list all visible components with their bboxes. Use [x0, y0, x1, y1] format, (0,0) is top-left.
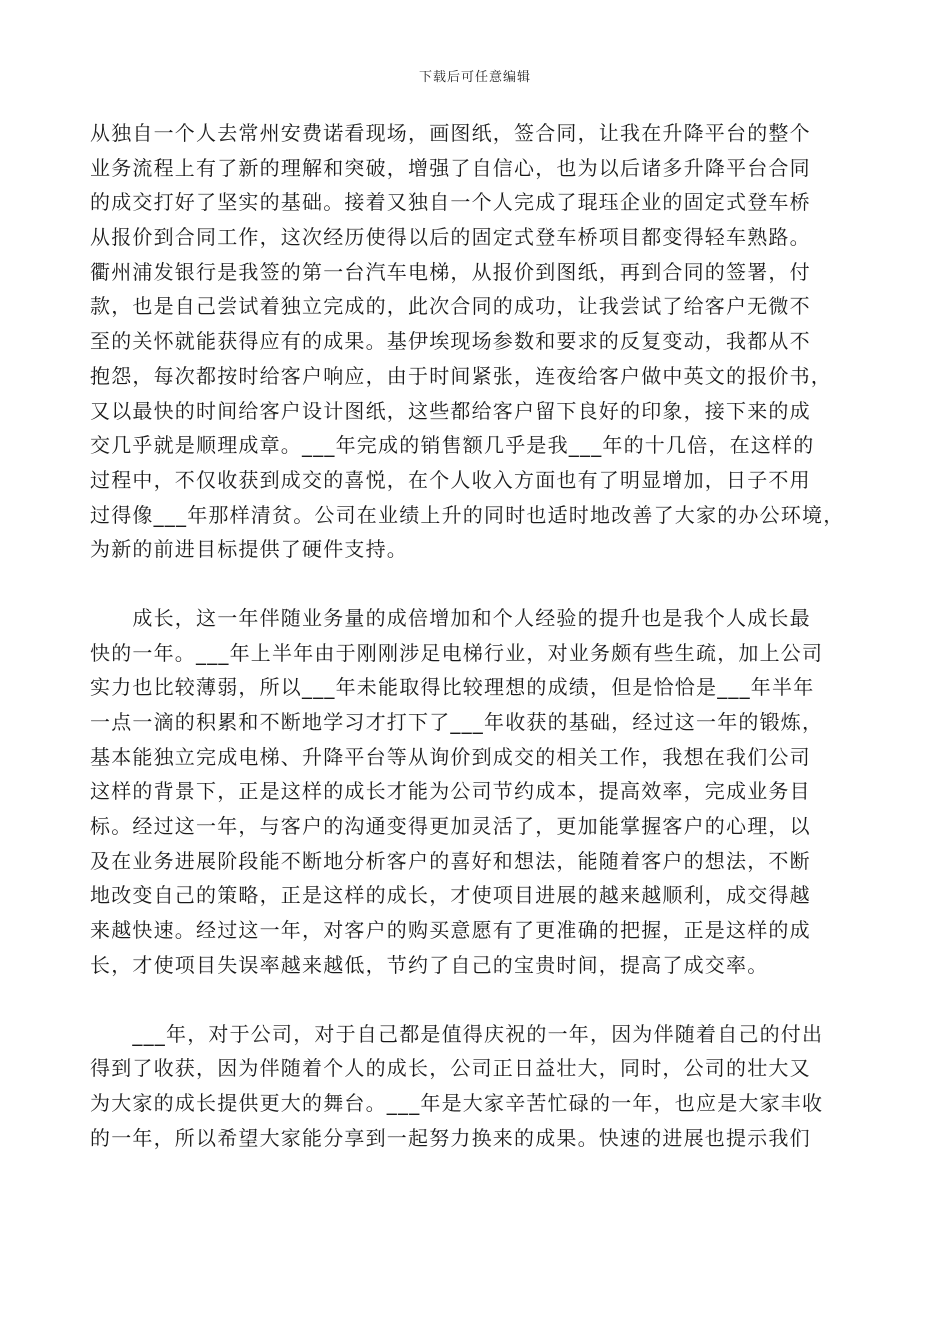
paragraph-3	[90, 1017, 865, 1156]
text-line: 交几乎就是顺理成章。___年完成的销售额几乎是我___年的十几倍，在这样的	[90, 433, 815, 458]
text-line: 的一年，所以希望大家能分享到一起努力换来的成果。快速的进展也提示我们	[90, 1125, 811, 1150]
text-line: 实力也比较薄弱，所以___年未能取得比较理想的成绩，但是恰恰是___年半年	[90, 675, 815, 700]
text-line: 得到了收获，因为伴随着个人的成长，公司正日益壮大，同时，公司的壮大又	[90, 1056, 811, 1081]
paragraph-2	[90, 601, 865, 983]
text-line: 地改变自己的策略，正是这样的成长，才使项目进展的越来越顺利，成交得越	[90, 883, 811, 908]
text-line: 过得像___年那样清贫。公司在业绩上升的同时也适时地改善了大家的办公环境，	[90, 502, 845, 527]
text-line: 一点一滴的积累和不断地学习才打下了___年收获的基础，经过这一年的锻炼，	[90, 710, 824, 734]
document-body	[90, 116, 865, 1155]
text-line: 来越快速。经过这一年，对客户的购买意愿有了更准确的把握，正是这样的成	[90, 918, 811, 943]
text-line: 过程中，不仅收获到成交的喜悦，在个人收入方面也有了明显增加，日子不用	[90, 467, 811, 492]
text-line: 快的一年。___年上半年由于刚刚涉足电梯行业，对业务颇有些生疏，加上公司	[90, 640, 824, 665]
text-line: 从报价到合同工作，这次经历使得以后的固定式登车桥项目都变得轻车熟路。	[90, 225, 811, 250]
paragraph-1	[90, 116, 865, 567]
text-line: 业务流程上有了新的理解和突破，增强了自信心，也为以后诸多升降平台合同	[90, 155, 811, 180]
text-line: 的成交打好了坚实的基础。接着又独自一个人完成了琨珏企业的固定式登车桥	[90, 190, 811, 215]
paragraph-spacer	[90, 567, 865, 601]
text-line: 为新的前进目标提供了硬件支持。	[90, 537, 408, 562]
text-line: 长，才使项目失误率越来越低，节约了自己的宝贵时间，提高了成交率。	[90, 952, 769, 977]
text-line: 又以最快的时间给客户设计图纸，这些都给客户留下良好的印象，接下来的成	[90, 398, 811, 423]
text-line: 成长，这一年伴随业务量的成倍增加和个人经验的提升也是我个人成长最	[90, 605, 811, 630]
text-line: 抱怨，每次都按时给客户响应，由于时间紧张，连夜给客户做中英文的报价书，	[90, 363, 832, 388]
paragraph-spacer	[90, 983, 865, 1017]
text-line: ___年，对于公司，对于自己都是值得庆祝的一年，因为伴随着自己的付出	[90, 1021, 824, 1046]
text-line: 为大家的成长提供更大的舞台。___年是大家辛苦忙碌的一年，也应是大家丰收	[90, 1090, 824, 1115]
text-line: 从独自一个人去常州安费诺看现场，画图纸，签合同，让我在升降平台的整个	[90, 121, 811, 145]
text-line: 款，也是自己尝试着独立完成的，此次合同的成功，让我尝试了给客户无微不	[90, 294, 811, 319]
text-line: 及在业务进展阶段能不断地分析客户的喜好和想法，能随着客户的想法，不断	[90, 848, 811, 873]
text-line: 这样的背景下，正是这样的成长才能为公司节约成本，提高效率，完成业务目	[90, 779, 811, 804]
text-line: 标。经过这一年，与客户的沟通变得更加灵活了，更加能掌握客户的心理，以	[90, 814, 811, 839]
text-line: 基本能独立完成电梯、升降平台等从询价到成交的相关工作，我想在我们公司	[90, 744, 811, 769]
page-header: 下载后可任意编辑	[418, 70, 531, 85]
text-line: 至的关怀就能获得应有的成果。基伊埃现场参数和要求的反复变动，我都从不	[90, 329, 811, 354]
text-line: 衢州浦发银行是我签的第一台汽车电梯，从报价到图纸，再到合同的签署，付	[90, 259, 811, 284]
